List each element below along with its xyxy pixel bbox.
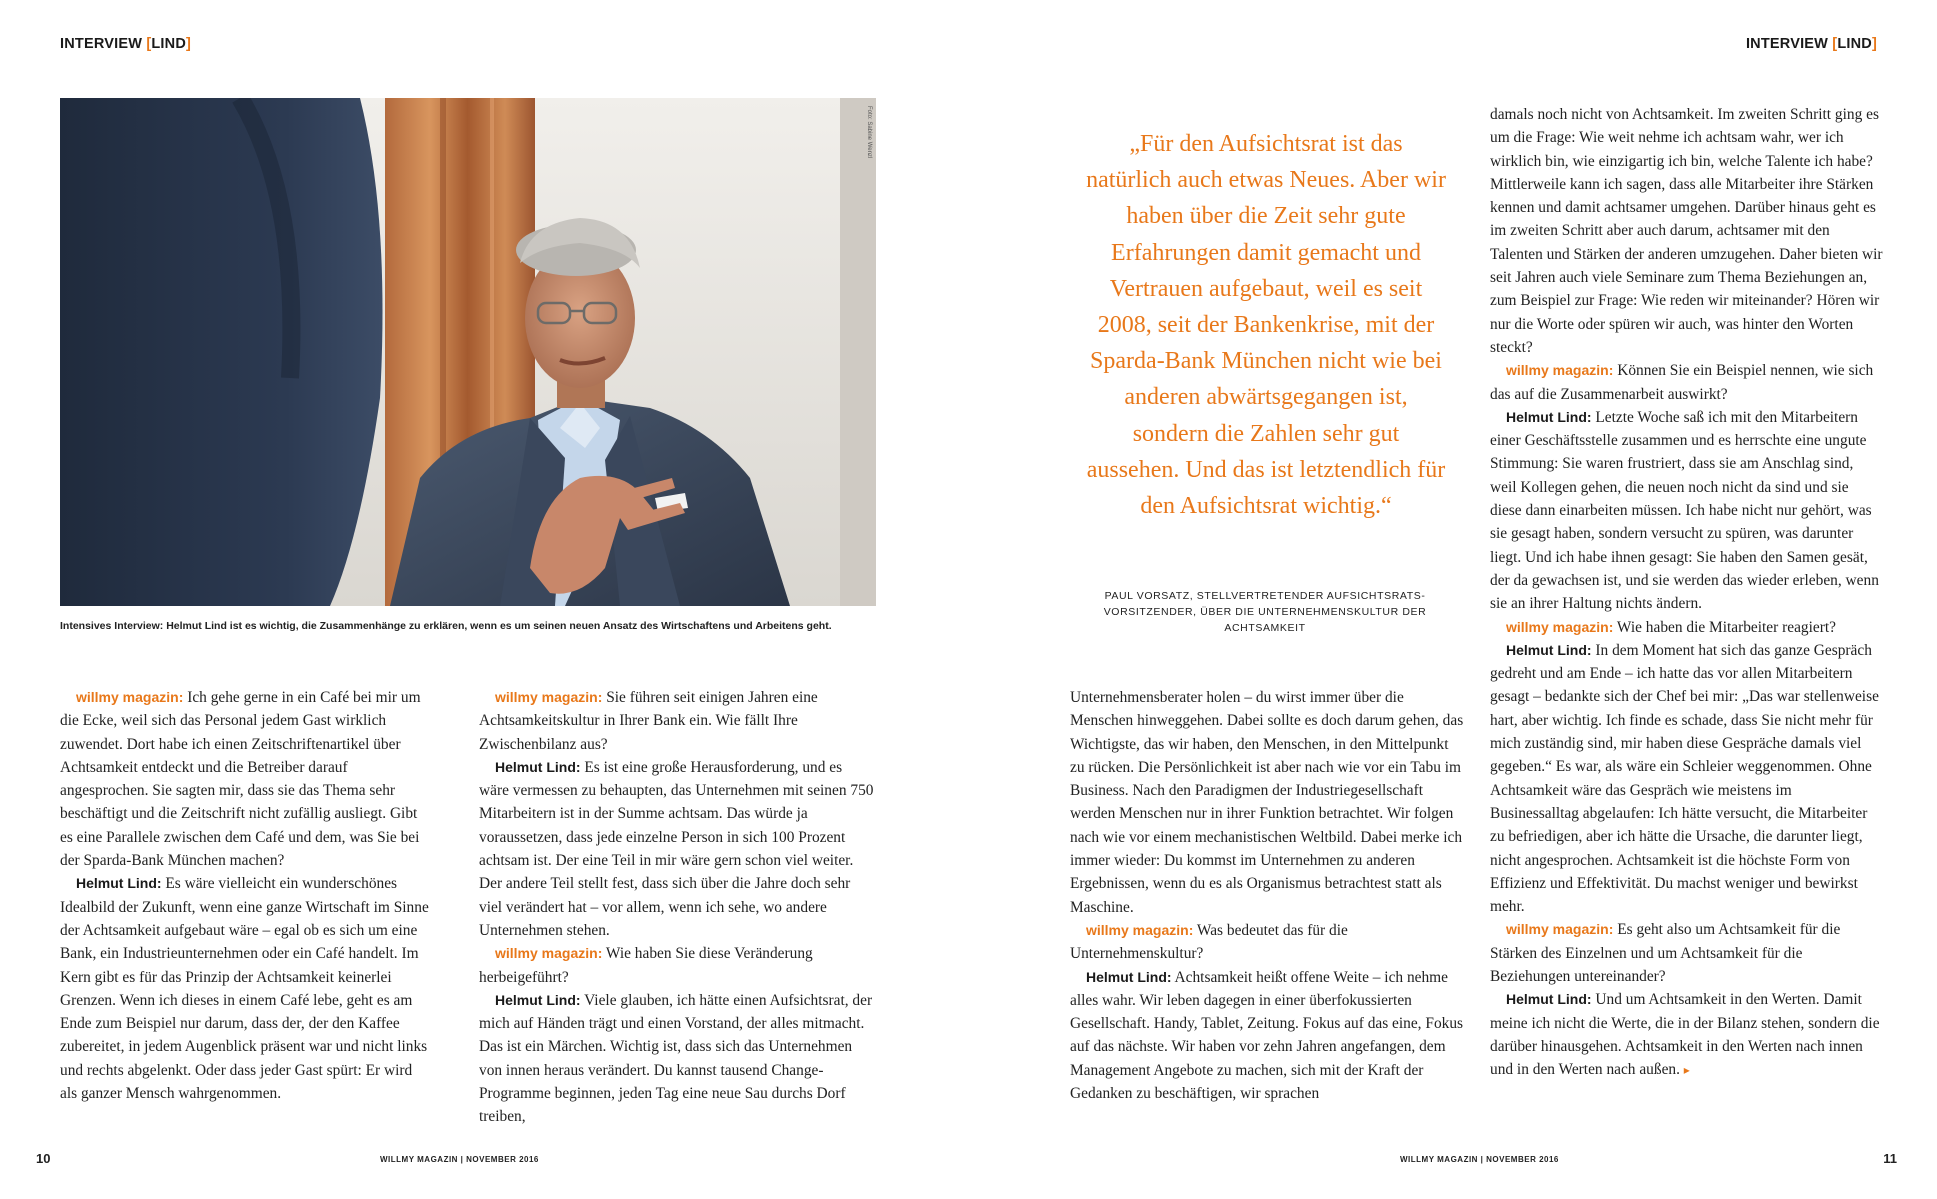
section-title: INTERVIEW bbox=[1745, 36, 1829, 52]
paragraph bbox=[1490, 988, 1883, 1082]
footer-magazine-left: WILLMY MAGAZIN | NOVEMBER 2016 bbox=[380, 1155, 539, 1164]
end-mark-icon: ▸ bbox=[1683, 1063, 1690, 1078]
section-header-left: INTERVIEW [LIND] bbox=[60, 36, 192, 52]
section-tag: LIND bbox=[151, 36, 187, 52]
paragraph bbox=[1490, 359, 1883, 406]
speaker-label-interviewer: willmy magazin: bbox=[495, 689, 603, 705]
paragraph-text: Es geht also um Achtsamkeit für die Stärken des Einzelnen und um Achtsamkeit für die Beziehungen untereinander? bbox=[1490, 921, 1841, 985]
speaker-label-interviewee: Helmut Lind: bbox=[1506, 991, 1592, 1008]
paragraph bbox=[60, 872, 432, 1105]
speaker-label-interviewee: Helmut Lind: bbox=[1506, 408, 1592, 425]
paragraph-text: Viele glauben, ich hätte einen Aufsichtsrat, der mich auf Händen trägt und einen Vorstand, der alles mitmacht. Das ist ein Märchen. Wichtig ist, dass sich das Unternehmen von innen heraus verändert. Du kannst tausend Change-Programme beginnen, jeden Tag eine neue Sau durchs Dorf treiben, bbox=[479, 991, 873, 1126]
footer-magazine-right: WILLMY MAGAZIN | NOVEMBER 2016 bbox=[1400, 1155, 1559, 1164]
paragraph-text: Wie haben die Mitarbeiter reagiert? bbox=[1613, 618, 1836, 636]
section-header-right: INTERVIEW [LIND] bbox=[1745, 36, 1877, 52]
paragraph-text: damals noch nicht von Achtsamkeit. Im zweiten Schritt ging es um die Frage: Wie weit nehme ich achtsam wahr, wer ich wirklich bin, wie einzigartig ich bin, welche Talente ich habe? Mittlerweile kann ich sagen, dass alle Mitarbeiter ihre Stärken kennen und damit achtsamer umgehen. Darüber hinaus geht es im zweiten Schritt aber auch darum, achtsamer mit den Talenten und Stärken der anderen umzugehen. Daher bieten wir seit Jahren auch viele Seminare zum Thema Beziehungen an, zum Beispiel zur Frage: Wie reden wir miteinander? Hören wir nur die Worte oder spüren wir auch, was hinter den Worten steckt? bbox=[1490, 106, 1883, 356]
speaker-label-interviewer: willmy magazin: bbox=[1506, 362, 1614, 379]
paragraph bbox=[1070, 686, 1466, 919]
paragraph-text: Letzte Woche saß ich mit den Mitarbeitern einer Geschäftsstelle zusammen und es herrschte eine ungute Stimmung: Sie waren frustriert, dass sie am Anschlag sind, weil Kollegen gehen, die neuen noch nicht da sind und sie diese dann einarbeiten müssen. Ich habe nicht nur gehört, was sie gesagt haben, sondern versucht zu spüren, was darunter liegt. Und ich habe ihnen gesagt: Sie haben den Samen gesät, der da gewachsen ist, und sie werden das wieder erleben, wenn sie an ihrer Haltung nichts ändern. bbox=[1490, 408, 1879, 613]
paragraph bbox=[1490, 918, 1883, 988]
paragraph-text: Es ist eine große Herausforderung, und es wäre vermessen zu behaupten, das Unternehmen mit seinen 750 Mitarbeitern ist in der Summe achtsam. Das würde ja voraussetzen, dass jede einzelne Person in sich 100 Prozent achtsam ist. Der eine Teil in mir wäre gern schon viel weiter. Der andere Teil stellt fest, dass sich über die Jahre doch sehr viel verändert hat – vor allem, wenn ich sehe, wo andere Unternehmen stehen. bbox=[479, 758, 874, 939]
paragraph-text: Können Sie ein Beispiel nennen, wie sich das auf die Zusammenarbeit auswirkt? bbox=[1490, 362, 1874, 403]
speaker-label-interviewee: Helmut Lind: bbox=[76, 875, 162, 892]
speaker-label-interviewer: willmy magazin: bbox=[1086, 921, 1194, 938]
paragraph bbox=[1490, 616, 1883, 639]
paragraph-text: Es wäre vielleicht ein wunderschönes Idealbild der Zukunft, wenn eine ganze Wirtschaft im Sinne der Achtsamkeit aufgebaut wäre – egal ob es sich um eine Bank, ein Industrieunternehmen oder ein Café handelt. Im Kern gibt es für das Prinzip der Achtsamkeit keinerlei Grenzen. Wenn ich dieses in einem Café lebe, geht es am Ende zum Beispiel nur darum, dass der, der den Kaffee zubereitet, in jedem Augenblick präsent war und nicht links und rechts abgelenkt. Oder dass jeder Gast spürt: Er wird als ganzer Mensch wahrgenommen. bbox=[60, 875, 429, 1103]
paragraph bbox=[1490, 406, 1883, 616]
page-number-right: 11 bbox=[1883, 1151, 1897, 1166]
paragraph-text: Achtsamkeit heißt offene Weite – ich nehme alles wahr. Wir leben dagegen in einer überfokussierten Gesellschaft. Handy, Tablet, Zeitung. Fokus auf das eine, Fokus auf das nächste. Wir haben vor zehn Jahren angefangen, dem Management Angebote zu machen, sich mit der Kraft der Gedanken zu beschäftigen, wir sprachen bbox=[1070, 968, 1464, 1103]
pull-quote: „Für den Aufsichtsrat ist das natürlich auch etwas Neues. Aber wir haben über die Zeit sehr gute Erfahrungen damit gemacht und Vertrauen aufgebaut, weil es seit 2008, seit der Bankenkrise, mit der Sparda-Bank München nicht wie bei anderen abwärtsgegangen ist, sondern die Zahlen sehr gut aussehen. Und das ist letztendlich für den Aufsichtsrat wichtig.“ bbox=[1086, 131, 1446, 520]
paragraph bbox=[479, 942, 874, 989]
paragraph-text: Und um Achtsamkeit in den Werten. Damit meine ich nicht die Werte, die in der Bilanz stehen, sondern die darüber hinausgehen. Achtsamkeit in den Werten nach innen und in den Werten nach außen. bbox=[1490, 991, 1880, 1079]
interview-photo-illustration bbox=[60, 98, 876, 606]
paragraph-text: Sie führen seit einigen Jahren eine Achtsamkeitskultur in Ihrer Bank ein. Wie fällt Ihre Zwischenbilanz aus? bbox=[479, 689, 818, 753]
interview-photo bbox=[60, 98, 876, 606]
speaker-label-interviewer: willmy magazin: bbox=[495, 945, 603, 962]
speaker-label-interviewer: willmy magazin: bbox=[1506, 921, 1614, 938]
paragraph bbox=[479, 756, 874, 942]
paragraph bbox=[1070, 966, 1466, 1106]
text-column-3 bbox=[1070, 686, 1466, 1105]
speaker-label-interviewee: Helmut Lind: bbox=[1506, 641, 1592, 658]
paragraph bbox=[1070, 919, 1466, 966]
speaker-label-interviewer: willmy magazin: bbox=[76, 689, 184, 705]
text-column-2 bbox=[479, 686, 874, 1129]
photo-caption: Intensives Interview: Helmut Lind ist es wichtig, die Zusammenhänge zu erklären, wenn es um seinen neuen Ansatz des Wirtschaftens und Arbeitens geht. bbox=[60, 620, 832, 632]
photo-credit: Foto: Sabine Wenzl bbox=[866, 106, 872, 159]
paragraph-text: Unternehmensberater holen – du wirst immer über die Menschen hinweggehen. Dabei sollte es doch darum gehen, das Wichtigste, das wir haben, den Menschen, in den Mittelpunkt zu rücken. Die Persönlichkeit ist aber nach wie vor ein Tabu im Business. Nach den Paradigmen der Industriegesellschaft werden Menschen nur in ihrer Funktion betrachtet. Wir folgen nach wie vor einem mechanistischen Weltbild. Dabei merke ich immer wieder: Du kommst im Unternehmen zu anderen Ergebnissen, wenn du es als Organismus betrachtest statt als Maschine. bbox=[1070, 689, 1464, 916]
paragraph bbox=[479, 989, 874, 1129]
text-column-4 bbox=[1490, 103, 1883, 1082]
paragraph-text: Was bedeutet das für die Unternehmenskultur? bbox=[1070, 921, 1348, 963]
paragraph-text: In dem Moment hat sich das ganze Gespräch gedreht und am Ende – ich hatte das vor allen Mitarbeitern gesagt – bedankte sich der Chef bei mir: „Das war stellenweise hart, aber wichtig. Ich finde es schade, dass Sie nicht mehr für mich zuständig sind, mir haben diese Gespräche damals viel gegeben.“ Es war, als wäre ein Schleier weggenommen. Ohne Achtsamkeit wäre das Gespräch wie meistens im Businessalltag abgelaufen: Ich hätte versucht, die Mitarbeiter zu befriedigen, aber ich hätte die Ursache, die darunter liegt, nicht angesprochen. Achtsamkeit ist die höchste Form von Effizienz und Effektivität. Du machst weniger und bewirkst mehr. bbox=[1490, 641, 1879, 916]
speaker-label-interviewer: willmy magazin: bbox=[1506, 618, 1614, 635]
section-tag: LIND bbox=[1837, 36, 1872, 52]
pull-quote-attribution: PAUL VORSATZ, STELLVERTRETENDER AUFSICHTSRATS-VORSITZENDER, ÜBER DIE UNTERNEHMENSKULTUR DER ACHTSAMKEIT bbox=[1103, 590, 1427, 634]
paragraph-text: Wie haben Sie diese Veränderung herbeigeführt? bbox=[479, 945, 813, 986]
paragraph-text: Ich gehe gerne in ein Café bei mir um die Ecke, weil sich das Personal jedem Gast wirklich zuwendet. Dort habe ich einen Zeitschriftenartikel über Achtsamkeit entdeckt und die Betreiber darauf angesprochen. Sie sagten mir, dass sie das Thema sehr beschäftigt und die Zeitschrift nicht zufällig ausliegt. Gibt es eine Parallele zwischen dem Café und dem, was Sie bei der Sparda-Bank München machen? bbox=[60, 689, 421, 870]
page-number-left: 10 bbox=[36, 1151, 51, 1166]
section-title: INTERVIEW bbox=[60, 36, 143, 52]
paragraph bbox=[1490, 639, 1883, 919]
speaker-label-interviewee: Helmut Lind: bbox=[495, 991, 581, 1008]
paragraph bbox=[479, 686, 874, 756]
speaker-label-interviewee: Helmut Lind: bbox=[1086, 968, 1172, 985]
paragraph bbox=[60, 686, 432, 872]
text-column-1 bbox=[60, 686, 432, 1105]
speaker-label-interviewee: Helmut Lind: bbox=[495, 758, 581, 775]
paragraph bbox=[1490, 103, 1883, 359]
